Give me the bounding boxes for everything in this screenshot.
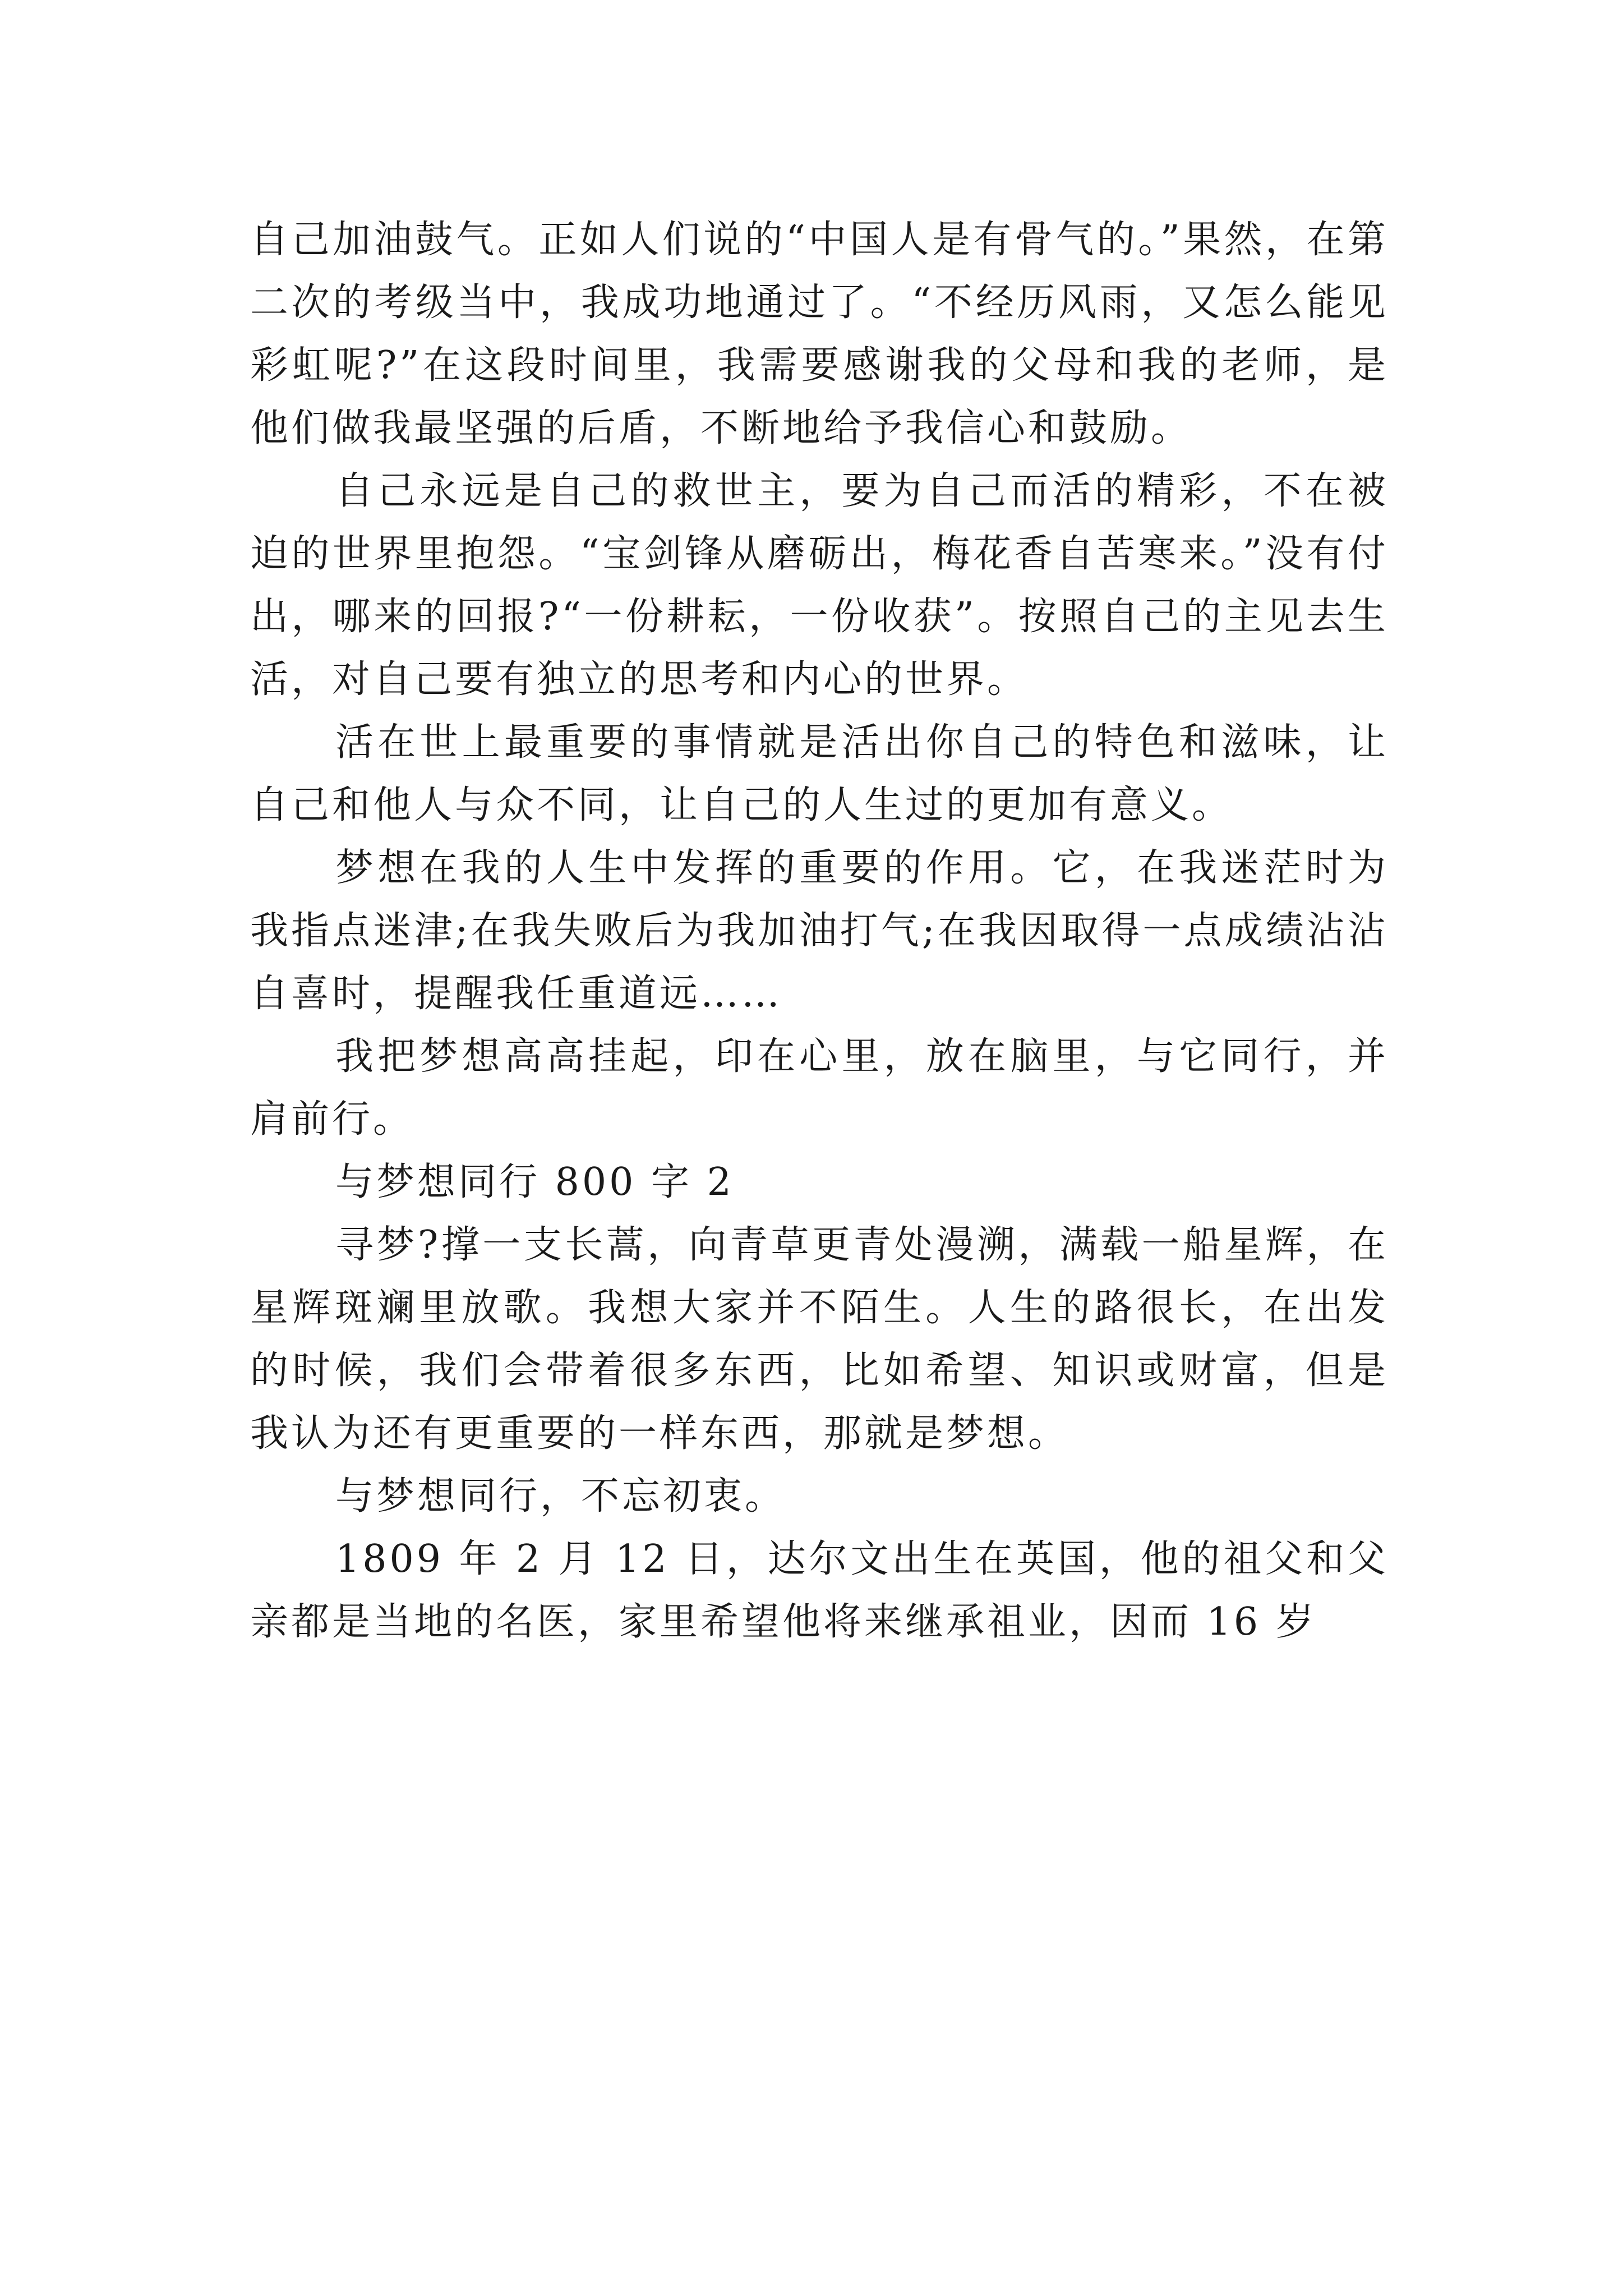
paragraph: 我把梦想高高挂起，印在心里，放在脑里，与它同行，并肩前行。 bbox=[250, 1034, 1389, 1142]
paragraph: 1809 年 2 月 12 日，达尔文出生在英国，他的祖父和父亲都是当地的名医，家里希望他将来继承祖业，因而 16 岁 bbox=[250, 1537, 1389, 1644]
section-heading: 与梦想同行 800 字 2 bbox=[335, 1160, 734, 1204]
paragraph: 自己永远是自己的救世主，要为自己而活的精彩，不在被迫的世界里抱怨。“宝剑锋从磨砺出，梅花香自苦寒来。”没有付出，哪来的回报?“一份耕耘，一份收获”。按照自己的主见去生活，对自己要有独立的思考和内心的世界。 bbox=[250, 469, 1389, 702]
paragraph: 自己加油鼓气。正如人们说的“中国人是有骨气的。”果然，在第二次的考级当中，我成功地通过了。“不经历风雨，又怎么能见彩虹呢?”在这段时间里，我需要感谢我的父母和我的老师，是他们做我最坚强的后盾，不断地给予我信心和鼓励。 bbox=[250, 218, 1389, 450]
paragraph: 寻梦?撑一支长蒿，向青草更青处漫溯，满载一船星辉，在星辉斑斓里放歌。我想大家并不陌生。人生的路很长，在出发的时候，我们会带着很多东西，比如希望、知识或财富，但是我认为还有更重要的一样东西，那就是梦想。 bbox=[250, 1223, 1389, 1456]
document-body bbox=[250, 209, 1389, 1654]
paragraph: 梦想在我的人生中发挥的重要的作用。它，在我迷茫时为我指点迷津;在我失败后为我加油打气;在我因取得一点成绩沾沾自喜时，提醒我任重道远…… bbox=[250, 846, 1389, 1016]
paragraph: 活在世上最重要的事情就是活出你自己的特色和滋味，让自己和他人与众不同，让自己的人生过的更加有意义。 bbox=[250, 720, 1389, 827]
paragraph: 与梦想同行，不忘初衷。 bbox=[335, 1474, 786, 1519]
